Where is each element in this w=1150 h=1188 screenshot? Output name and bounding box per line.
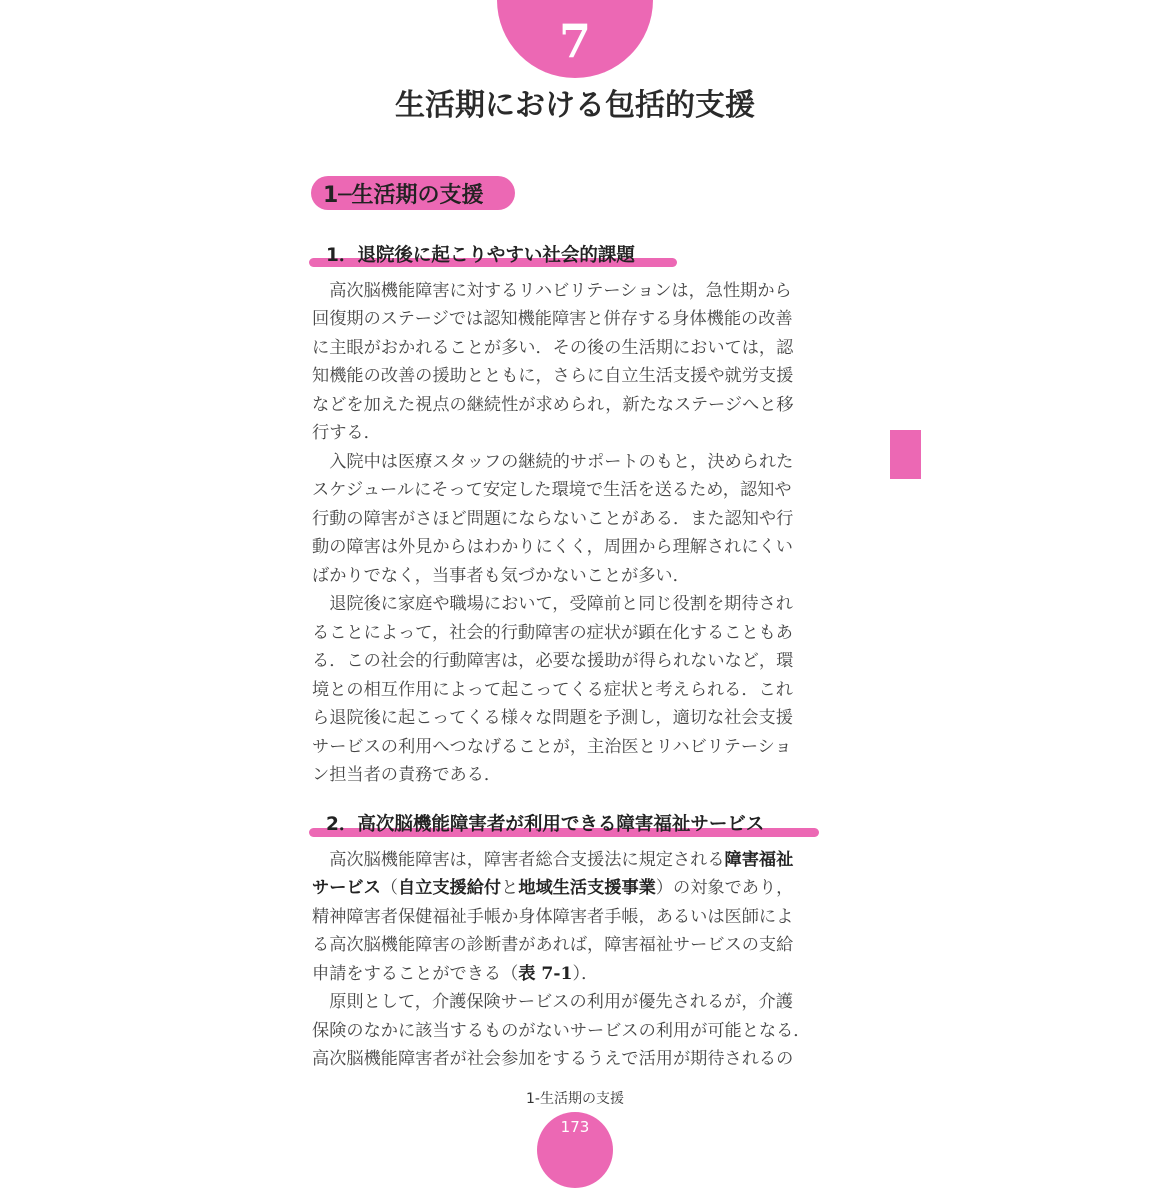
paragraph-line: に主眼がおかれることが多い．その後の生活期においては，認 [312, 338, 794, 358]
table-reference: 表 7-1 [518, 964, 573, 984]
page-number: 173 [560, 1118, 590, 1136]
paragraph-line: ることによって，社会的行動障害の症状が顕在化することもあ [312, 623, 793, 643]
paragraph-line: サービス（自立支援給付と地域生活支援事業）の対象であり， [312, 878, 794, 898]
paragraph-line: る高次脳機能障害の診断書があれば，障害福祉サービスの支給 [312, 935, 794, 955]
paragraph-line: ら退院後に起こってくる様々な問題を予測し，適切な社会支援 [312, 708, 793, 728]
paragraph-line: 入院中は医療スタッフの継続的サポートのもと，決められた [312, 452, 794, 472]
paragraph-line: ばかりでなく，当事者も気づかないことが多い． [312, 566, 690, 586]
paragraph-line: などを加えた視点の継続性が求められ，新たなステージへと移 [312, 395, 794, 415]
paragraph-line: 行する． [312, 423, 381, 443]
paragraph-line: スケジュールにそって安定した環境で生活を送るため，認知や [312, 480, 792, 500]
paragraph-line: 保険のなかに該当するものがないサービスの利用が可能となる． [312, 1021, 811, 1041]
paragraph-line: 退院後に家庭や職場において，受障前と同じ役割を期待され [312, 594, 793, 614]
chapter-number: 7 [558, 14, 591, 68]
paragraph-line: 境との相互作用によって起こってくる症状と考えられる．これ [312, 680, 793, 700]
paragraph-line: 動の障害は外見からはわかりにくく，周囲から理解されにくい [312, 537, 793, 557]
paragraph-line: ン担当者の責務である． [312, 765, 502, 785]
paragraph-line: 高次脳機能障害に対するリハビリテーションは，急性期から [312, 281, 792, 301]
paragraph-line: 申請をすることができる（表 7-1）． [312, 964, 599, 984]
paragraph-line: 行動の障害がさほど問題にならないことがある．また認知や行 [312, 509, 794, 529]
paragraph-line: 精神障害者保健福祉手帳か身体障害者手帳，あるいは医師によ [312, 907, 794, 927]
section-heading: 1─生活期の支援 [323, 183, 484, 208]
chapter-title: 生活期における包括的支援 [395, 88, 755, 123]
chapter-side-tab [890, 430, 921, 479]
paragraph-line: 回復期のステージでは認知機能障害と併存する身体機能の改善 [312, 309, 793, 329]
paragraph-line: 知機能の改善の援助とともに，さらに自立生活支援や就労支援 [312, 366, 794, 386]
paragraph-line: る．この社会的行動障害は，必要な援助が得られないなど，環 [312, 651, 794, 671]
subsection-heading-1: 1．退院後に起こりやすい社会的課題 [326, 245, 635, 266]
running-footer: 1-生活期の支援 [526, 1091, 624, 1107]
paragraph-line: 原則として，介護保険サービスの利用が優先されるが，介護 [312, 992, 793, 1012]
paragraph-line: 高次脳機能障害は，障害者総合支援法に規定される障害福祉 [312, 850, 794, 870]
subsection-heading-2: 2．高次脳機能障害者が利用できる障害福祉サービス [326, 814, 765, 835]
paragraph-line: 高次脳機能障害者が社会参加をするうえで活用が期待されるの [312, 1049, 794, 1069]
paragraph-line: サービスの利用へつなげることが，主治医とリハビリテーショ [312, 737, 792, 757]
